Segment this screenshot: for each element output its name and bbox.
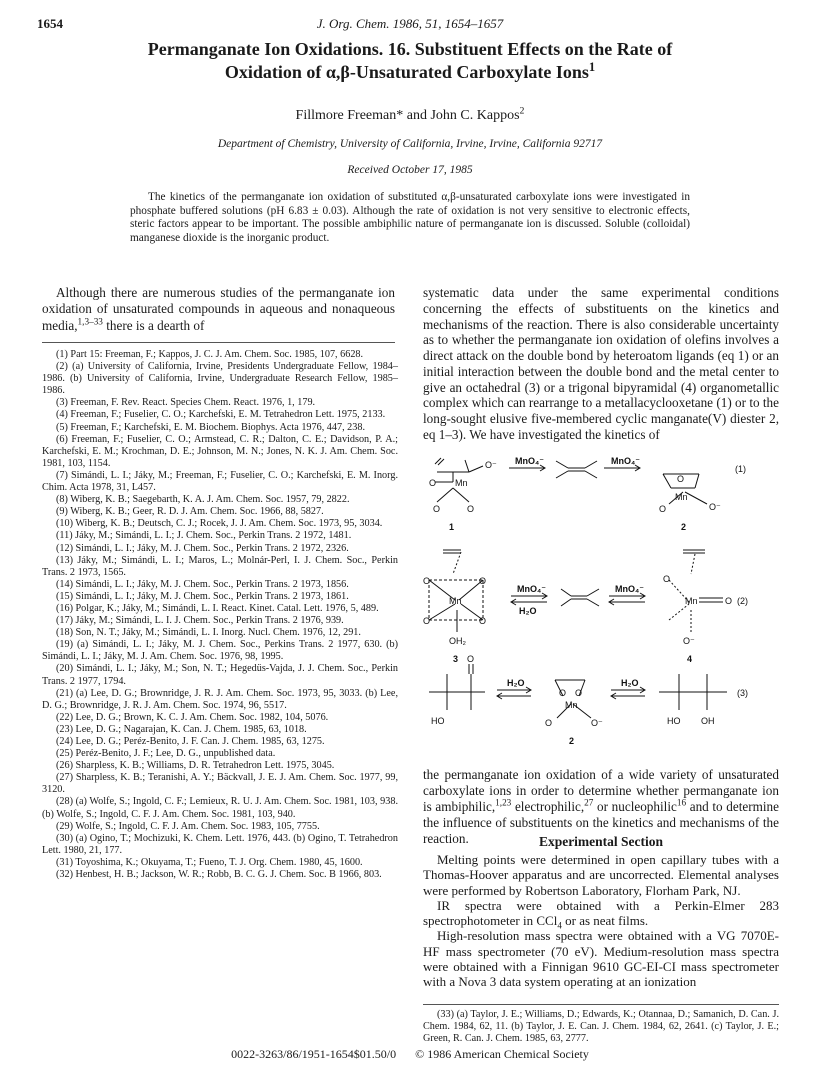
svg-text:HO: HO	[667, 716, 681, 726]
footnote-divider-right	[423, 1004, 779, 1005]
author-footnote-marker: 2	[519, 105, 525, 117]
svg-text:4: 4	[687, 654, 693, 664]
equation-2	[429, 550, 723, 632]
equation-3-labels	[431, 654, 748, 746]
affiliation: Department of Chemistry, University of California, Irvine, Irvine, California 92717	[217, 138, 603, 150]
svg-text:3: 3	[453, 654, 459, 664]
introduction-left-column: Although there are numerous studies of the permanganate ion oxidation of unsaturated compounds in aqueous and nonaqueous media,$^{1,3-33}$ there is a dearth of	[42, 285, 395, 333]
svg-text:O: O	[423, 616, 431, 626]
svg-text:OH₂: OH₂	[449, 636, 466, 646]
reference-item: (9) Wiberg, K. B.; Geer, R. D. J. Am. Chem. Soc. 1966, 88, 5827.	[56, 506, 324, 518]
reference-item: (30) (a) Ogino, T.; Mochizuki, K. Chem. Lett. 1976, 443. (b) Ogino, T. Tetrahedron Lett. 1980, 21, 177.	[42, 832, 398, 856]
title-footnote-marker: 1	[588, 60, 596, 74]
svg-text:Mn: Mn	[565, 700, 578, 710]
references-list	[42, 349, 398, 881]
title-line-2: Oxidation of α,β-Unsaturated Carboxylate Ions$^1$	[224, 60, 596, 82]
received-date: Received October 17, 1985	[347, 164, 473, 176]
reference-item: (18) Son, N. T.; Jáky, M.; Simándi, L. I. Inorg. Nucl. Chem. 1976, 12, 291.	[56, 627, 361, 639]
article-title	[60, 38, 760, 84]
svg-text:Mn: Mn	[455, 478, 468, 488]
svg-text:O⁻: O⁻	[591, 718, 603, 728]
reaction-scheme	[423, 452, 779, 766]
reference-item: (23) Lee, D. G.; Nagarajan, K. Can. J. Chem. 1985, 63, 1018.	[56, 723, 307, 735]
reference-item: (20) Simándi, L. I.; Jáky, M.; Son, N. T.; Hegedüs-Vajda, J. J. Chem. Soc., Perkin Trans. 2 1977, 1794.	[42, 663, 398, 687]
reference-item: (28) (a) Wolfe, S.; Ingold, C. F.; Lemieux, R. U. J. Am. Chem. Soc. 1981, 103, 938. (b) Wolfe, S.; Ingold, C. F. J. Am. Chem. Soc. 1981, 103, 940.	[42, 796, 398, 820]
reference-item: (7) Simándi, L. I.; Jáky, M.; Freeman, F.; Fuselier, C. O.; Karchefski, E. M. Inorg. Chim. Acta 1978, 31, L457.	[42, 469, 398, 494]
page-footer	[0, 1047, 820, 1062]
article-code: 0022-3263/86/1951-1654$01.50/0	[231, 1047, 397, 1061]
reference-item: (12) Simándi, L. I.; Jáky, M. J. Chem. Soc., Perkin Trans. 2 1972, 2326.	[56, 542, 349, 554]
introduction-continuation: the permanganate ion oxidation of a wide variety of unsaturated carboxylate ions in order to determine whether permanganate ion is ambiphilic,$^{1,23}$ electrophilic,$^{27}$ or nucleophilic$^{16}$ and to determine the influence of substituents on the kinetics and mechanisms of the reaction.	[423, 767, 780, 846]
experimental-paragraph: IR spectra were obtained with a Perkin-Elmer 283 spectrophotometer in CCl$_4$ or as neat films.	[423, 897, 779, 931]
reference-item: (2) (a) University of California, Irvine, Presidents Undergraduate Fellow, 1984–1986. (b) University of California, Irvine, Undergraduate Research Fellow, 1985–1986.	[42, 361, 398, 397]
svg-text:MnO₄⁻: MnO₄⁻	[515, 456, 545, 466]
reference-item: (6) Freeman, F.; Fuselier, C. O.; Armstead, C. R.; Dalton, C. E.; Davidson, P. A.; Karchefski, E. M.; Krochman, D. E.; Johnson, M. N.; Jones, N. K. J. Am. Chem. Soc. 1981, 103, 1154.	[42, 433, 398, 469]
svg-text:O: O	[423, 576, 431, 586]
svg-text:HO: HO	[431, 716, 445, 726]
equation-2-labels	[423, 574, 748, 664]
svg-text:2: 2	[569, 736, 575, 746]
reference-item: (19) (a) Simándi, L. I.; Jáky, M. J. Chem. Soc., Perkins Trans. 2 1977, 630. (b) Simándi, L. I.; Jáky, M. J. Am. Chem. Soc. 1976, 98, 1995.	[42, 639, 398, 663]
reference-33: (33) (a) Taylor, J. E.; Williams, D.; Edwards, K.; Otannaa, D.; Samanich, D. Can. J. Chem. 1984, 62, 11. (b) Taylor, J. E. Can. J. Chem. 1984, 62, 2641. (c) Taylor, J. E.; Green, R. Can. J. Chem. 1985, 63, 2777.	[423, 1009, 779, 1044]
svg-text:(1): (1)	[735, 464, 746, 474]
reference-item: (4) Freeman, F.; Fuselier, C. O.; Karchefski, E. M. Tetrahedron Lett. 1975, 2133.	[56, 409, 386, 421]
reference-item: (15) Simándi, L. I.; Jáky, M. J. Chem. Soc., Perkin Trans. 2 1973, 1861.	[56, 590, 349, 602]
svg-text:Mn: Mn	[675, 492, 688, 502]
reference-item: (22) Lee, D. G.; Brown, K. C. J. Am. Chem. Soc. 1982, 104, 5076.	[56, 711, 329, 723]
svg-text:O⁻: O⁻	[683, 636, 695, 646]
svg-text:O: O	[467, 654, 475, 664]
svg-text:2: 2	[681, 522, 687, 532]
title-line-1: Permanganate Ion Oxidations. 16. Substituent Effects on the Rate of	[147, 39, 673, 59]
svg-text:(2): (2)	[737, 596, 748, 606]
reference-item: (31) Toyoshima, K.; Okuyama, T.; Fueno, T. J. Org. Chem. 1980, 45, 1600.	[56, 856, 363, 868]
svg-text:Mn: Mn	[449, 596, 462, 606]
svg-text:O: O	[479, 576, 487, 586]
svg-text:MnO₄⁻: MnO₄⁻	[517, 584, 547, 594]
reference-item: (16) Polgar, K.; Jáky, M.; Simándi, L. I. React. Kinet. Catal. Lett. 1976, 5, 489.	[56, 602, 379, 614]
svg-text:(3): (3)	[737, 688, 748, 698]
reference-item: (24) Lee, D. G.; Peréz-Benito, J. F. Can. J. Chem. 1985, 63, 1275.	[56, 736, 325, 747]
svg-text:O: O	[677, 474, 685, 484]
svg-text:MnO₄⁻: MnO₄⁻	[615, 584, 645, 594]
reference-item: (13) Jáky, M.; Simándi, L. I.; Maros, L.; Molnár-Perl, I. J. Chem. Soc., Perkin Trans. 2 1973, 1565.	[42, 554, 398, 578]
reference-item: (17) Jáky, M.; Simándi, L. I. J. Chem. Soc., Perkin Trans. 2 1976, 939.	[56, 615, 344, 627]
svg-text:O⁻: O⁻	[709, 502, 721, 512]
footnote-divider	[42, 342, 395, 343]
reference-item: (14) Simándi, L. I.; Jáky, M. J. Chem. Soc., Perkin Trans. 2 1973, 1856.	[56, 578, 349, 590]
svg-text:H₂O: H₂O	[519, 606, 537, 616]
svg-text:O⁻: O⁻	[485, 460, 497, 470]
reference-item: (27) Sharpless, K. B.; Teranishi, A. Y.; Bäckvall, J. E. J. Am. Chem. Soc. 1977, 99, 3120.	[42, 772, 398, 796]
copyright: © 1986 American Chemical Society	[415, 1047, 589, 1061]
svg-text:O: O	[559, 688, 567, 698]
reference-item: (8) Wiberg, K. B.; Saegebarth, K. A. J. Am. Chem. Soc. 1957, 79, 2822.	[56, 494, 350, 506]
journal-citation: J. Org. Chem. 1986, 51, 1654–1657	[316, 16, 504, 31]
equation-1-labels	[429, 456, 746, 532]
page-number: 1654	[37, 16, 63, 31]
experimental-body	[423, 852, 779, 989]
svg-text:O: O	[659, 504, 667, 514]
reference-item: (32) Henbest, H. B.; Jackson, W. R.; Robb, B. C. G. J. Chem. Soc. B 1966, 803.	[56, 869, 382, 881]
svg-text:O: O	[663, 574, 671, 584]
svg-text:O: O	[433, 504, 441, 514]
svg-text:O: O	[429, 478, 437, 488]
authors: Fillmore Freeman* and John C. Kappos$^2$	[295, 105, 525, 123]
abstract: The kinetics of the permanganate ion oxidation of substituted α,β-unsaturated carboxylate ions were investigated in phosphate buffered solutions (pH 6.83 ± 0.03). Although the rate of oxidation is not very sensitive to electronic effects, steric factors appear to be important. The possible ambiphilic nature of permanganate ion is discussed. Soluble (colloidal) manganese dioxide is the inorganic product.	[130, 191, 690, 244]
reference-item: (3) Freeman, F. Rev. React. Species Chem. React. 1976, 1, 179.	[56, 397, 316, 409]
svg-text:H₂O: H₂O	[621, 678, 639, 688]
svg-text:OH: OH	[701, 716, 715, 726]
svg-text:O: O	[467, 504, 475, 514]
svg-text:O: O	[545, 718, 553, 728]
svg-text:1: 1	[449, 522, 455, 532]
reference-item: (29) Wolfe, S.; Ingold, C. F. J. Am. Chem. Soc. 1983, 105, 7755.	[56, 820, 320, 832]
experimental-heading: Experimental Section	[538, 834, 664, 849]
svg-text:Mn: Mn	[685, 596, 698, 606]
svg-text:H₂O: H₂O	[507, 678, 525, 688]
svg-text:MnO₄⁻: MnO₄⁻	[611, 456, 641, 466]
reference-item: (11) Jáky, M.; Simándi, L. I.; J. Chem. Soc., Perkin Trans. 2 1972, 1481.	[56, 530, 352, 542]
reference-item: (5) Freeman, F.; Karchefski, E. M. Biochem. Biophys. Acta 1976, 447, 238.	[56, 421, 366, 433]
svg-text:O: O	[575, 688, 583, 698]
reference-item: (21) (a) Lee, D. G.; Brownridge, J. R. J. Am. Chem. Soc. 1973, 95, 3033. (b) Lee, D. G.; Brownridge, J. R. J. Am. Chem. Soc. 1974, 96, 5517.	[42, 687, 398, 711]
svg-text:O: O	[725, 596, 733, 606]
svg-text:O: O	[479, 616, 487, 626]
experimental-paragraph: Melting points were determined in open capillary tubes with a Thomas-Hoover apparatus and are uncorrected. Elemental analyses were performed by Robertson Laboratory, Florham Park, NJ.	[423, 852, 779, 898]
reference-item: (10) Wiberg, K. B.; Deutsch, C. J.; Rocek, J. J. Am. Chem. Soc. 1973, 95, 3034.	[56, 518, 383, 530]
reference-item: (25) Peréz-Benito, J. F.; Lee, D. G., unpublished data.	[56, 748, 276, 760]
equation-1	[435, 458, 707, 504]
reference-item: (26) Sharpless, K. B.; Williams, D. R. Tetrahedron Lett. 1975, 3045.	[56, 760, 335, 772]
reference-item: (1) Part 15: Freeman, F.; Kappos, J. C. J. Am. Chem. Soc. 1985, 107, 6628.	[56, 349, 364, 360]
experimental-paragraph: High-resolution mass spectra were obtained with a VG 7070E-HF mass spectrometer (70 eV). Medium-resolution mass spectra were obtained with a Finnigan 9610 GC-EI-CI mass spectrometer with a Nova 3 data system operating at an ionization	[423, 928, 779, 989]
introduction-right-column: systematic data under the same experimental conditions concerning the effects of substituents on the kinetics and mechanisms of the reaction. There is also considerable uncertainty as to whether the permanganate ion oxidation of olefins involves a direct attack on the double bond by heteroatom ligands (eq 1) or an initial interaction between the double bond and the metal center to give an octahedral (3) or a trigonal bipyramidal (4) organometallic complex which can rearrange to a metallacyclooxetane (1) or to the long-sought elusive five-membered cyclic manganate(V) diester 2, eq 1–3). We have investigated the kinetics of	[423, 285, 779, 442]
